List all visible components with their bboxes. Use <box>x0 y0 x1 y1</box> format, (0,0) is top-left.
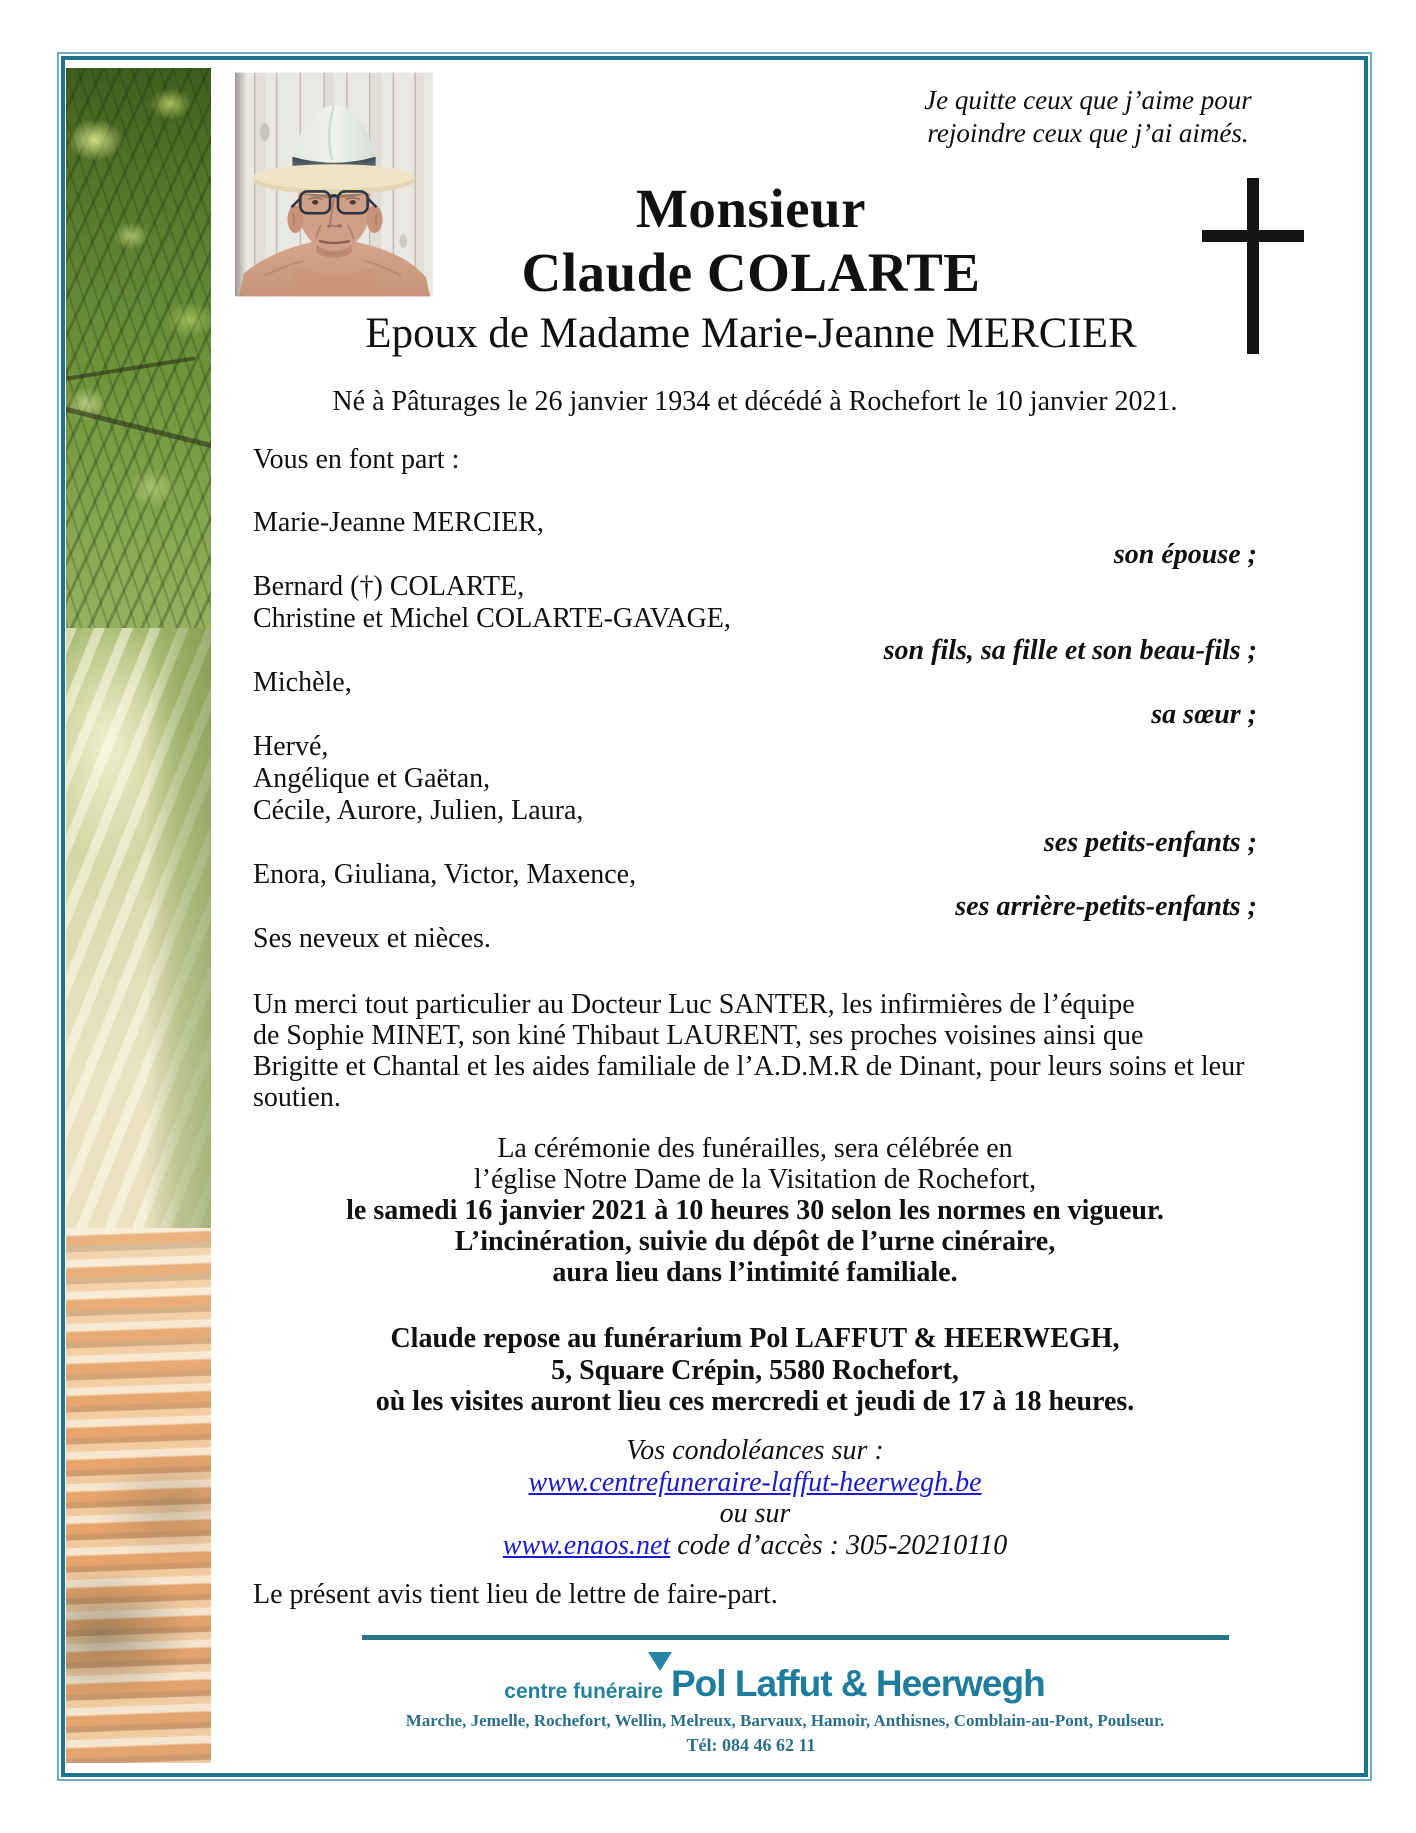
funeral-home-website-link[interactable]: www.centrefuneraire-laffut-heerwegh.be <box>528 1466 982 1498</box>
title-salutation: Monsieur <box>635 178 867 239</box>
forest-foliage-area <box>66 68 211 668</box>
condolences-block <box>253 1435 1257 1561</box>
family-member-line: Hervé, <box>253 731 329 762</box>
footer-cities-line: Marche, Jemelle, Rochefort, Wellin, Melreux, Barvaux, Hamoir, Anthisnes, Comblain-au-Pont, Poulseur. <box>405 1711 1165 1730</box>
closing-line: Le présent avis tient lieu de lettre de faire-part. <box>253 1579 778 1610</box>
family-member-line: Enora, Giuliana, Victor, Maxence, <box>253 859 637 890</box>
relation-label: sa sœur ; <box>1151 699 1257 730</box>
path-ground-area <box>66 1228 211 1763</box>
footer-phone: Tél: 084 46 62 11 <box>686 1735 816 1755</box>
family-list <box>253 507 1257 955</box>
funerarium-details: Claude repose au funérarium Pol LAFFUT & HEERWEGH, 5, Square Crépin, 5580 Rochefort, où les visites auront lieu ces mercredi et jeudi de 17 à 18 heures. <box>375 1323 1135 1417</box>
memorial-quote <box>900 84 1276 150</box>
sunbeam-area <box>66 628 211 1268</box>
relation-label: son épouse ; <box>1113 539 1257 570</box>
quote-line-2: rejoindre ceux que j’ai aimés. <box>927 118 1249 148</box>
footer-brand-small: centre funéraire <box>504 1680 663 1703</box>
footer-brand-large: Pol Laffut & Heerwegh <box>671 1663 1045 1704</box>
footer-divider-rule <box>362 1635 1229 1640</box>
family-member-line: Christine et Michel COLARTE-GAVAGE, <box>253 603 731 634</box>
family-member-line: Angélique et Gaëtan, <box>253 763 491 794</box>
intro-line: Vous en font part : <box>253 444 460 475</box>
spouse-subtitle: Epoux de Madame Marie-Jeanne MERCIER <box>365 310 1137 357</box>
relation-label: son fils, sa fille et son beau-fils ; <box>883 635 1257 666</box>
branch-silhouette <box>66 405 211 456</box>
access-code-text: code d’accès : 305-20210110 <box>670 1529 1008 1561</box>
branch-silhouette <box>66 356 195 383</box>
ou-sur-text: ou sur <box>719 1498 791 1529</box>
family-member-line: Marie-Jeanne MERCIER, <box>253 507 544 538</box>
condolences-heading: Vos condoléances sur : <box>626 1435 884 1466</box>
enaos-website-link[interactable]: www.enaos.net <box>502 1529 671 1561</box>
brand-triangle-icon <box>648 1652 672 1671</box>
family-member-line: Ses neveux et nièces. <box>253 923 491 954</box>
thanks-paragraph: Un merci tout particulier au Docteur Luc SANTER, les infirmières de l’équipe de Sophie MINET, son kiné Thibaut LAURENT, ses proches voisines ainsi que Brigitte et Chantal et les aides familiale de l’A.D.M.R de Dinant, pour leurs soins et leur soutien. <box>253 989 1245 1113</box>
family-member-line: Bernard (†) COLARTE, <box>253 571 525 602</box>
title-block <box>211 177 1291 360</box>
quote-line-1: Je quitte ceux que j’aime pour <box>924 85 1252 115</box>
family-member-line: Michèle, <box>253 667 352 698</box>
forest-path-image <box>66 68 211 1763</box>
deceased-name: Claude COLARTE <box>521 242 981 303</box>
relation-label: ses arrière-petits-enfants ; <box>955 891 1257 922</box>
relation-label: ses petits-enfants ; <box>1043 827 1257 858</box>
birth-death-line: Né à Pâturages le 26 janvier 1934 et décédé à Rochefort le 10 janvier 2021. <box>332 386 1178 417</box>
ceremony-details: La cérémonie des funérailles, sera célébrée en l’église Notre Dame de la Visitation de Rochefort, le samedi 16 janvier 2021 à 10 heures 30 selon les normes en vigueur. L’incinération, suivie du dépôt de l’urne cinéraire, aura lieu dans l’intimité familiale. <box>346 1133 1164 1288</box>
family-member-line: Cécile, Aurore, Julien, Laura, <box>253 795 584 826</box>
